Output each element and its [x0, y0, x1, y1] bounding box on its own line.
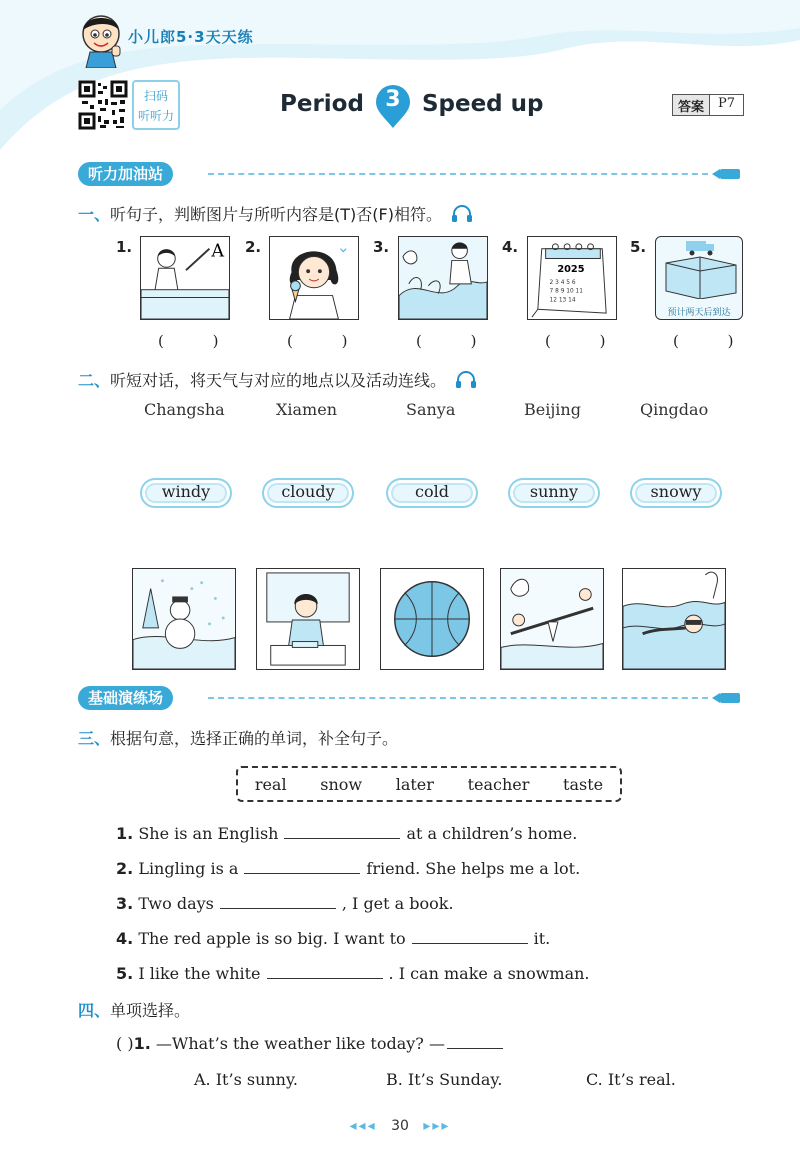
- sentence-1: [116, 824, 577, 843]
- scan-listen-label: [132, 80, 180, 130]
- period-number-badge: [374, 85, 412, 123]
- calendar-year: 2025: [557, 264, 585, 276]
- scan-text: 扫码: [143, 89, 168, 103]
- sentence-number: 4.: [116, 929, 134, 948]
- item-3-number: 3.: [373, 238, 390, 256]
- city-changsha[interactable]: Changsha: [144, 400, 225, 419]
- section-banner-listening: [78, 162, 744, 186]
- banner-label: 听力加油站: [78, 162, 173, 186]
- mc-option-c[interactable]: C. It’s real.: [586, 1070, 676, 1089]
- sentence-number: 2.: [116, 859, 134, 878]
- boy-mascot-icon: [76, 10, 126, 68]
- girl-eating-icecream-picture: [269, 236, 359, 320]
- sentence-4: [116, 929, 550, 948]
- word-teacher: teacher: [467, 774, 530, 794]
- page-number: 30: [391, 1118, 409, 1134]
- truck-box-icon: [656, 237, 743, 299]
- listen-text: 听听力: [137, 109, 174, 123]
- answer-label: 答案: [673, 95, 709, 115]
- word-snow: snow: [320, 774, 363, 794]
- word-later: later: [395, 774, 434, 794]
- sentence-before: The red apple is so big. I want to: [138, 929, 406, 948]
- mc-option-a[interactable]: A. It’s sunny.: [194, 1070, 298, 1089]
- sentence-after: friend. She helps me a lot.: [366, 859, 581, 878]
- mc-option-b[interactable]: B. It’s Sunday.: [386, 1070, 503, 1089]
- sentence-after: it.: [533, 929, 551, 948]
- answer-paren-2[interactable]: ( ): [287, 332, 370, 350]
- answer-paren-4[interactable]: ( ): [545, 332, 628, 350]
- pencil-icon: [712, 168, 742, 180]
- period-number: 3: [385, 87, 401, 112]
- question-text: 听短对话，将天气与对应的地点以及活动连线。: [110, 371, 447, 390]
- girl-reading-picture[interactable]: [256, 568, 360, 670]
- blank-1[interactable]: [284, 825, 400, 839]
- mc-answer-paren[interactable]: ( ): [116, 1034, 134, 1053]
- mc-blank[interactable]: [447, 1035, 503, 1049]
- mc-number: 1.: [133, 1034, 151, 1053]
- sentence-number: 1.: [116, 824, 134, 843]
- word-taste: taste: [563, 774, 604, 794]
- answer-page: P7: [709, 95, 743, 115]
- svg-text:12 13 14: 12 13 14: [549, 297, 576, 304]
- item-4-number: 4.: [502, 238, 519, 256]
- title-period: Period: [280, 91, 364, 117]
- question-number: 二、: [78, 371, 111, 390]
- section-banner-practice: [78, 686, 744, 710]
- answer-paren-5[interactable]: ( ): [673, 332, 756, 350]
- question-4-heading: [78, 998, 190, 1021]
- headphone-icon[interactable]: [455, 371, 477, 389]
- banner-dashed-line: [208, 697, 708, 699]
- boy-garden-picture: [398, 236, 488, 320]
- title-speed-up: Speed up: [421, 91, 544, 117]
- question-number: 四、: [78, 1001, 111, 1020]
- sentence-before: Lingling is a: [138, 859, 239, 878]
- banner-label: 基础演练场: [78, 686, 173, 710]
- question-1-heading: [78, 202, 473, 225]
- question-number: 一、: [78, 205, 111, 224]
- sentence-after: at a children’s home.: [406, 824, 578, 843]
- mc-question-1: [116, 1034, 509, 1053]
- city-sanya[interactable]: Sanya: [406, 400, 456, 419]
- sentence-after: . I can make a snowman.: [388, 964, 590, 983]
- left-arrows-icon: ◂◂◂: [349, 1118, 377, 1134]
- sentence-before: Two days: [138, 894, 214, 913]
- seesaw-picture[interactable]: [500, 568, 604, 670]
- weather-cold[interactable]: cold: [386, 478, 478, 508]
- city-beijing[interactable]: Beijing: [524, 400, 581, 419]
- item-2-number: 2.: [245, 238, 262, 256]
- sentence-number: 5.: [116, 964, 134, 983]
- banner-dashed-line: [208, 173, 708, 175]
- svg-text:7 8 9 10 11: 7 8 9 10 11: [549, 288, 584, 295]
- sentence-3: [116, 894, 454, 913]
- right-arrows-icon: ▸▸▸: [423, 1118, 451, 1134]
- calendar-2025-picture: [527, 236, 617, 320]
- answer-reference: [672, 94, 744, 116]
- weather-snowy[interactable]: snowy: [630, 478, 722, 508]
- answer-paren-3[interactable]: ( ): [416, 332, 499, 350]
- item-5-number: 5.: [630, 238, 647, 256]
- delivery-caption: 预计两天后到达: [667, 308, 731, 318]
- headphone-icon[interactable]: [451, 205, 473, 223]
- blank-4[interactable]: [412, 930, 528, 944]
- svg-text:2 3 4 5 6: 2 3 4 5 6: [549, 279, 576, 286]
- sentence-before: She is an English: [138, 824, 279, 843]
- city-xiamen[interactable]: Xiamen: [276, 400, 337, 419]
- word-real: real: [254, 774, 287, 794]
- question-text: 根据句意，选择正确的单词，补全句子。: [110, 729, 399, 748]
- word-bank: [236, 766, 622, 802]
- question-text: 单项选择。: [110, 1001, 191, 1020]
- item-1-number: 1.: [116, 238, 133, 256]
- svg-text:A: A: [211, 241, 225, 262]
- blank-2[interactable]: [244, 860, 360, 874]
- weather-windy[interactable]: windy: [140, 478, 232, 508]
- question-text: 听句子，判断图片与所听内容是(T)否(F)相符。: [110, 205, 442, 224]
- sentence-before: I like the white: [138, 964, 261, 983]
- snowman-picture[interactable]: [132, 568, 236, 670]
- brand-title: 小儿郎5·3天天练: [128, 28, 254, 46]
- page-title: [280, 82, 544, 126]
- weather-cloudy[interactable]: cloudy: [262, 478, 354, 508]
- sentence-number: 3.: [116, 894, 134, 913]
- weather-sunny[interactable]: sunny: [508, 478, 600, 508]
- blank-3[interactable]: [220, 895, 336, 909]
- sentence-5: [116, 964, 590, 983]
- qr-code-icon[interactable]: [78, 80, 128, 130]
- question-2-heading: [78, 368, 477, 391]
- sentence-after: , I get a book.: [341, 894, 454, 913]
- basketball-picture[interactable]: [380, 568, 484, 670]
- sentence-2: [116, 859, 580, 878]
- pencil-icon: [712, 692, 742, 704]
- swimming-picture[interactable]: [622, 568, 726, 670]
- answer-paren-1[interactable]: ( ): [158, 332, 241, 350]
- page-footer: [0, 1118, 800, 1134]
- delivery-box-picture: [655, 236, 743, 320]
- city-qingdao[interactable]: Qingdao: [640, 400, 709, 419]
- question-number: 三、: [78, 729, 111, 748]
- mc-question-text: —What’s the weather like today? —: [155, 1034, 445, 1053]
- question-3-heading: [78, 726, 398, 749]
- teacher-blackboard-picture: [140, 236, 230, 320]
- blank-5[interactable]: [267, 965, 383, 979]
